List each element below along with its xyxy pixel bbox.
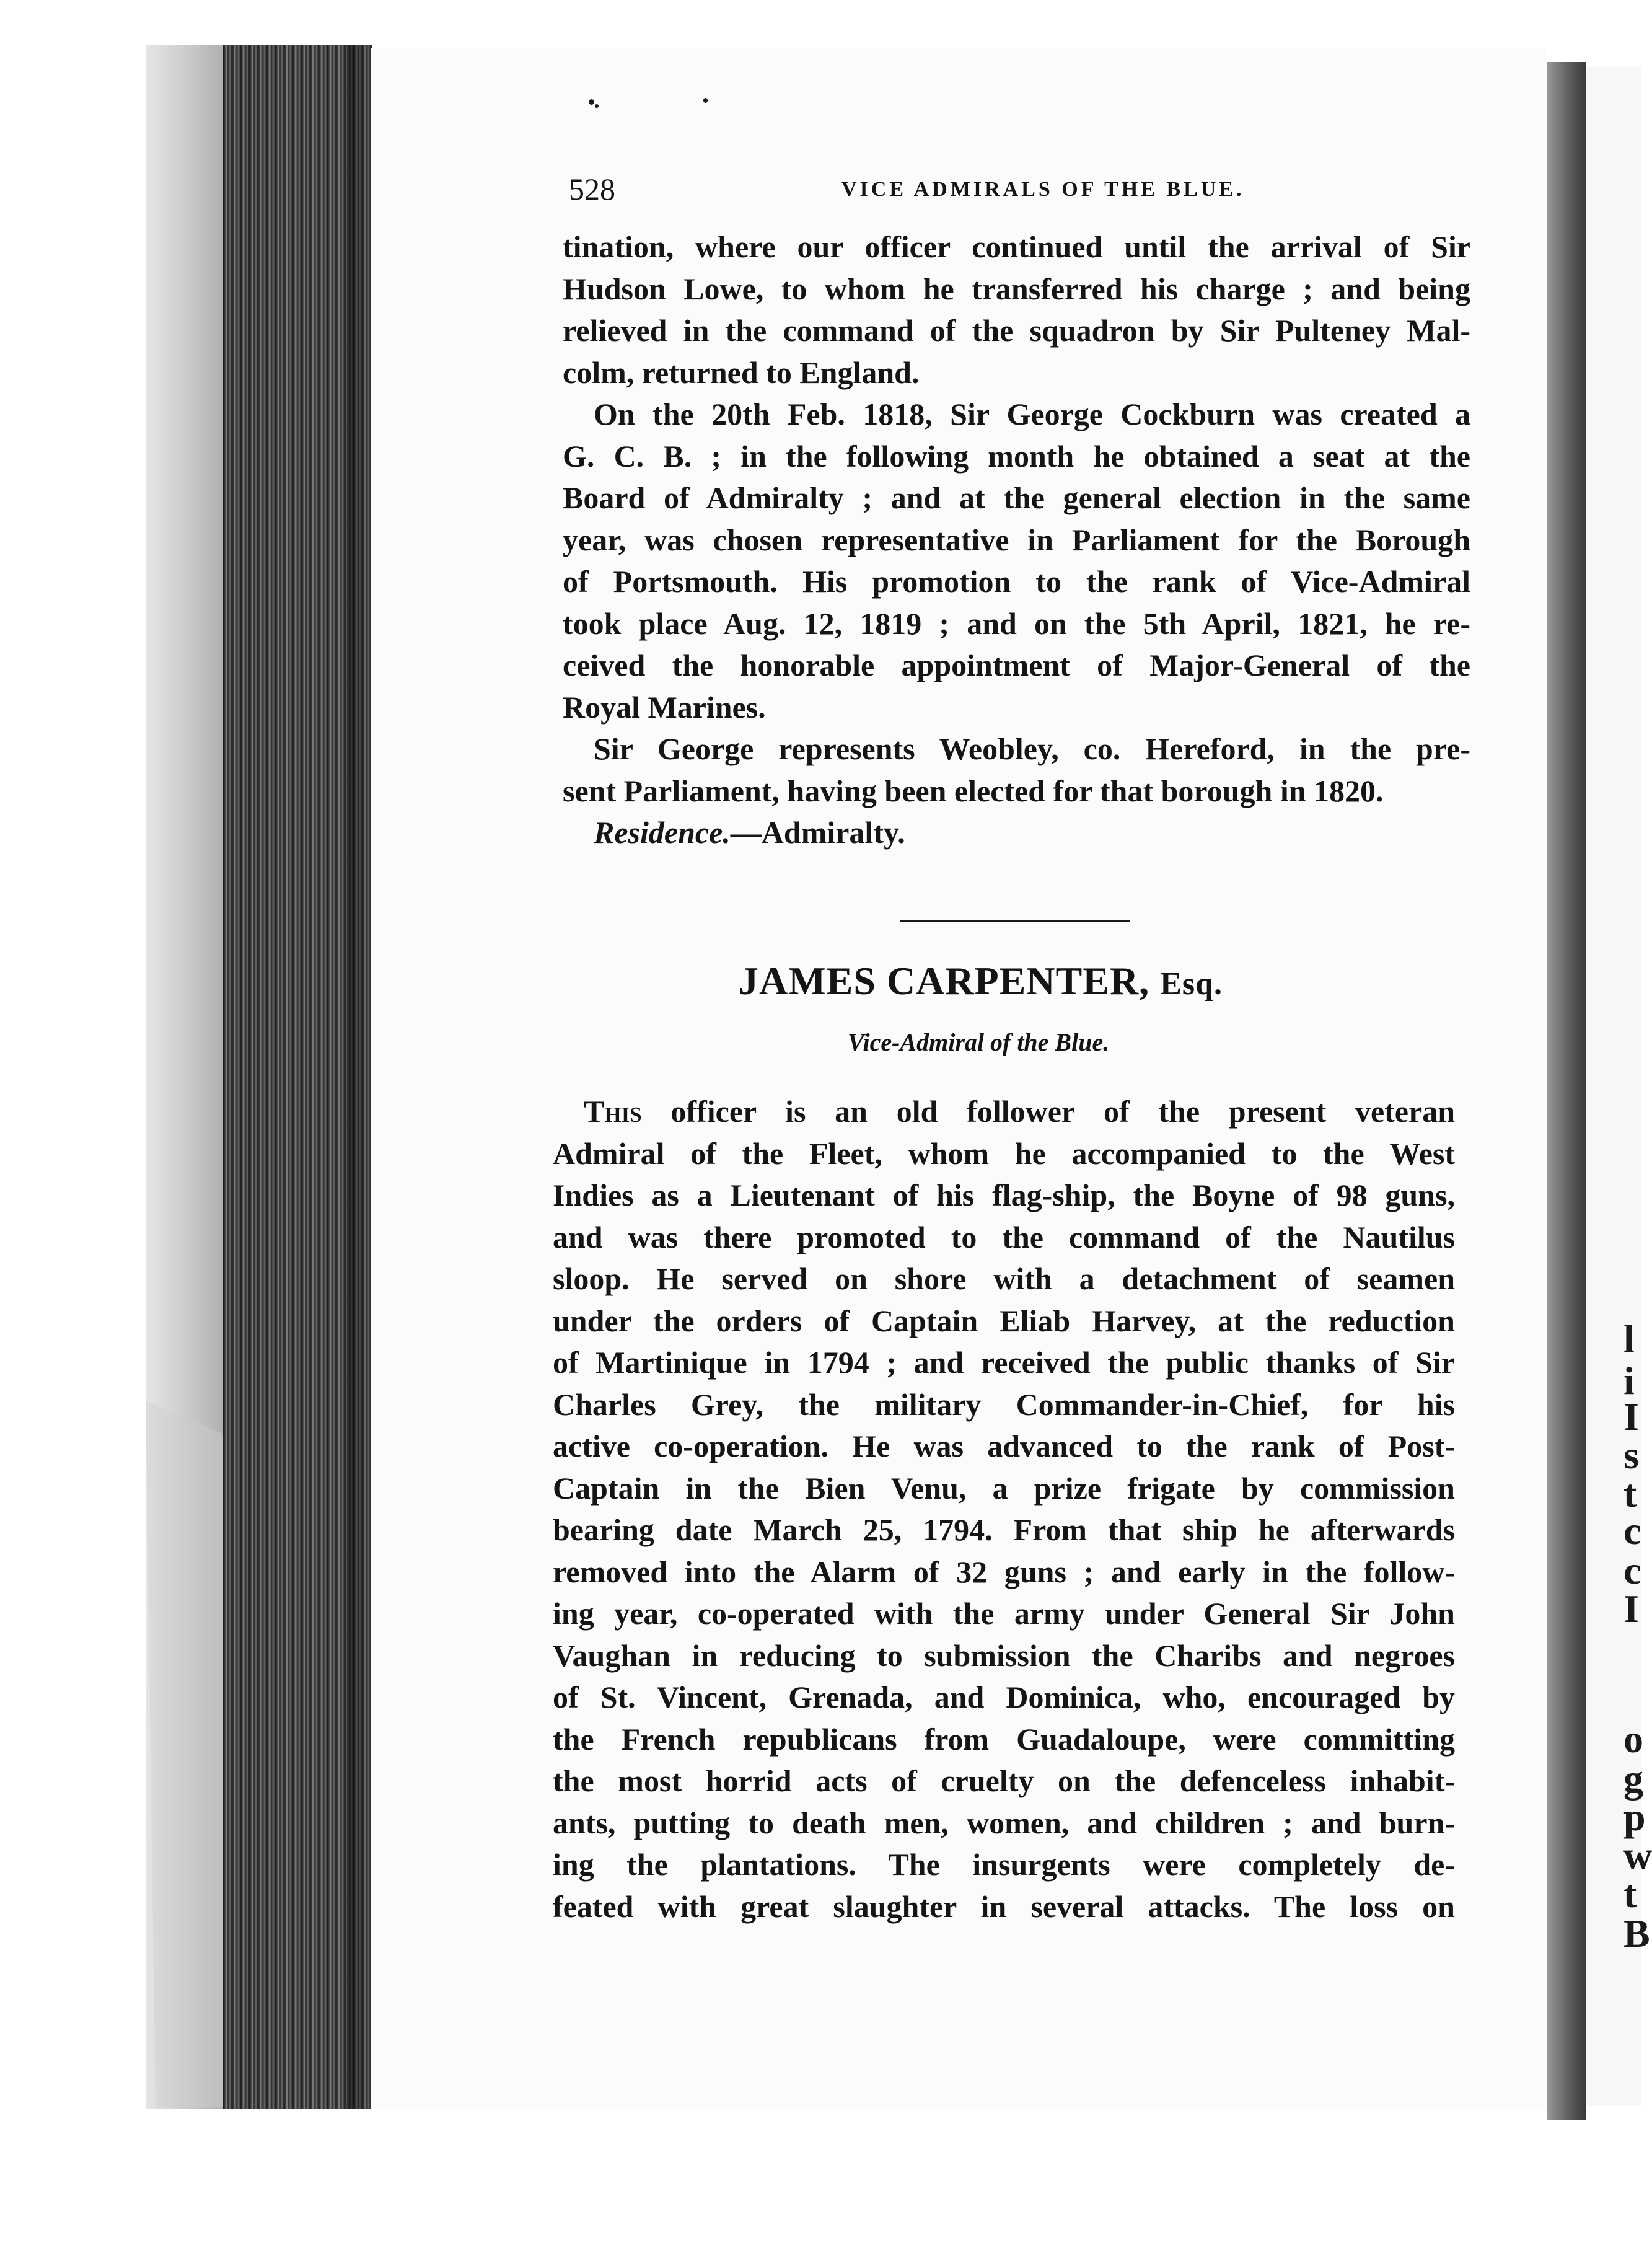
running-head: VICE ADMIRALS OF THE BLUE.	[841, 178, 1245, 201]
text-line: of St. Vincent, Grenada, and Dominica, who, encouraged by	[553, 1680, 1455, 1714]
section-cockburn-continued	[563, 226, 1470, 854]
text-line: took place Aug. 12, 1819 ; and on the 5th April, 1821, he re-	[563, 606, 1470, 641]
text-line: Charles Grey, the military Commander-in-Chief, for his	[553, 1386, 1455, 1422]
page-edge-shadow	[347, 45, 372, 2109]
facing-page-letter: I	[1623, 1395, 1639, 1439]
biography-suffix: Esq.	[1160, 966, 1223, 1002]
text-line: bearing date March 25, 1794. From that ship he afterwards	[553, 1512, 1455, 1547]
text-line: ants, putting to death men, women, and children ; and burn-	[553, 1805, 1455, 1840]
text-line: of Martinique in 1794 ; and received the public thanks of Sir	[553, 1345, 1455, 1380]
text-line: Captain in the Bien Venu, a prize frigate by commission	[553, 1470, 1455, 1506]
text-line-rest: officer is an old follower of the present veteran	[641, 1094, 1455, 1129]
drop-word: This	[584, 1094, 642, 1129]
biography-text	[553, 1091, 1455, 1928]
text-line: On the 20th Feb. 1818, Sir George Cockburn was created a	[594, 397, 1470, 431]
book-gutter	[1547, 62, 1586, 2120]
text-line: ing year, co-operated with the army under General Sir John	[553, 1596, 1455, 1631]
text-line: year, was chosen representative in Parliament for the Borough	[563, 522, 1470, 557]
text-line: the most horrid acts of cruelty on the defenceless inhabit-	[553, 1763, 1455, 1798]
residence-line	[563, 812, 1470, 854]
biography-rank: Vice-Admiral of the Blue.	[848, 1028, 1110, 1056]
text-line: active co-operation. He was advanced to the rank of Post-	[553, 1429, 1455, 1463]
text-line: Sir George represents Weobley, co. Hereford, in the pre-	[594, 731, 1470, 766]
text-line: sloop. He served on shore with a detachment of seamen	[553, 1261, 1455, 1296]
biography-name: JAMES CARPENTER,	[739, 959, 1150, 1003]
text-line	[553, 1091, 1455, 1133]
residence-value: —Admiralty.	[730, 815, 905, 850]
text-line: under the orders of Captain Eliab Harvey, at the reduction	[553, 1303, 1455, 1338]
facing-page-letter: o	[1623, 1717, 1643, 1761]
section-divider-rule	[900, 920, 1130, 922]
facing-page-letter: l	[1623, 1316, 1635, 1360]
facing-page-letter: g	[1623, 1757, 1643, 1801]
ink-speck	[589, 99, 594, 105]
facing-page-letter: t	[1623, 1471, 1637, 1515]
page-header	[569, 167, 1300, 211]
text-line: ing the plantations. The insurgents were completely de-	[553, 1847, 1455, 1882]
facing-page-letter: p	[1623, 1795, 1646, 1839]
residence-label: Residence.	[594, 815, 731, 850]
facing-page-letter: t	[1623, 1872, 1637, 1916]
page-number: 528	[569, 172, 615, 206]
text-line: Board of Admiralty ; and at the general election in the same	[563, 480, 1470, 515]
facing-page-letter: i	[1623, 1359, 1635, 1403]
text-line: Vaughan in reducing to submission the Charibs and negroes	[553, 1638, 1455, 1673]
text-line: Indies as a Lieutenant of his flag-ship, the Boyne of 98 guns,	[553, 1178, 1455, 1212]
ink-speck	[595, 104, 599, 108]
text-line: ceived the honorable appointment of Major-General of the	[563, 648, 1470, 682]
facing-page-letter: B	[1623, 1911, 1650, 1955]
text-line: Hudson Lowe, to whom he transferred his charge ; and being	[563, 271, 1470, 306]
text-line: the French republicans from Guadaloupe, were committing	[553, 1721, 1455, 1757]
facing-page-letter: w	[1623, 1833, 1652, 1877]
facing-page-letter: c	[1623, 1509, 1641, 1553]
text-line: colm, returned to England.	[563, 355, 920, 390]
text-line: sent Parliament, having been elected for that borough in 1820.	[563, 773, 1384, 808]
text-line: feated with great slaughter in several attacks. The loss on	[553, 1889, 1455, 1924]
text-line: relieved in the command of the squadron by Sir Pulteney Mal-	[563, 313, 1470, 348]
text-line: G. C. B. ; in the following month he obtained a seat at the	[563, 438, 1470, 474]
text-line: and was there promoted to the command of the Nautilus	[553, 1219, 1455, 1254]
ink-speck	[703, 98, 708, 103]
facing-page-letter: c	[1623, 1548, 1641, 1592]
facing-page-fragment	[1586, 67, 1652, 2106]
facing-page-letter: s	[1623, 1433, 1639, 1477]
text-line: of Portsmouth. His promotion to the rank of Vice-Admiral	[563, 564, 1470, 599]
text-line: removed into the Alarm of 32 guns ; and early in the follow-	[553, 1554, 1455, 1589]
text-line: tination, where our officer continued until the arrival of Sir	[563, 229, 1470, 264]
facing-page-letter: I	[1623, 1587, 1639, 1631]
biography-title	[739, 954, 1296, 1011]
text-line: Admiral of the Fleet, whom he accompanied to the West	[553, 1135, 1455, 1171]
text-line: Royal Marines.	[563, 689, 766, 725]
